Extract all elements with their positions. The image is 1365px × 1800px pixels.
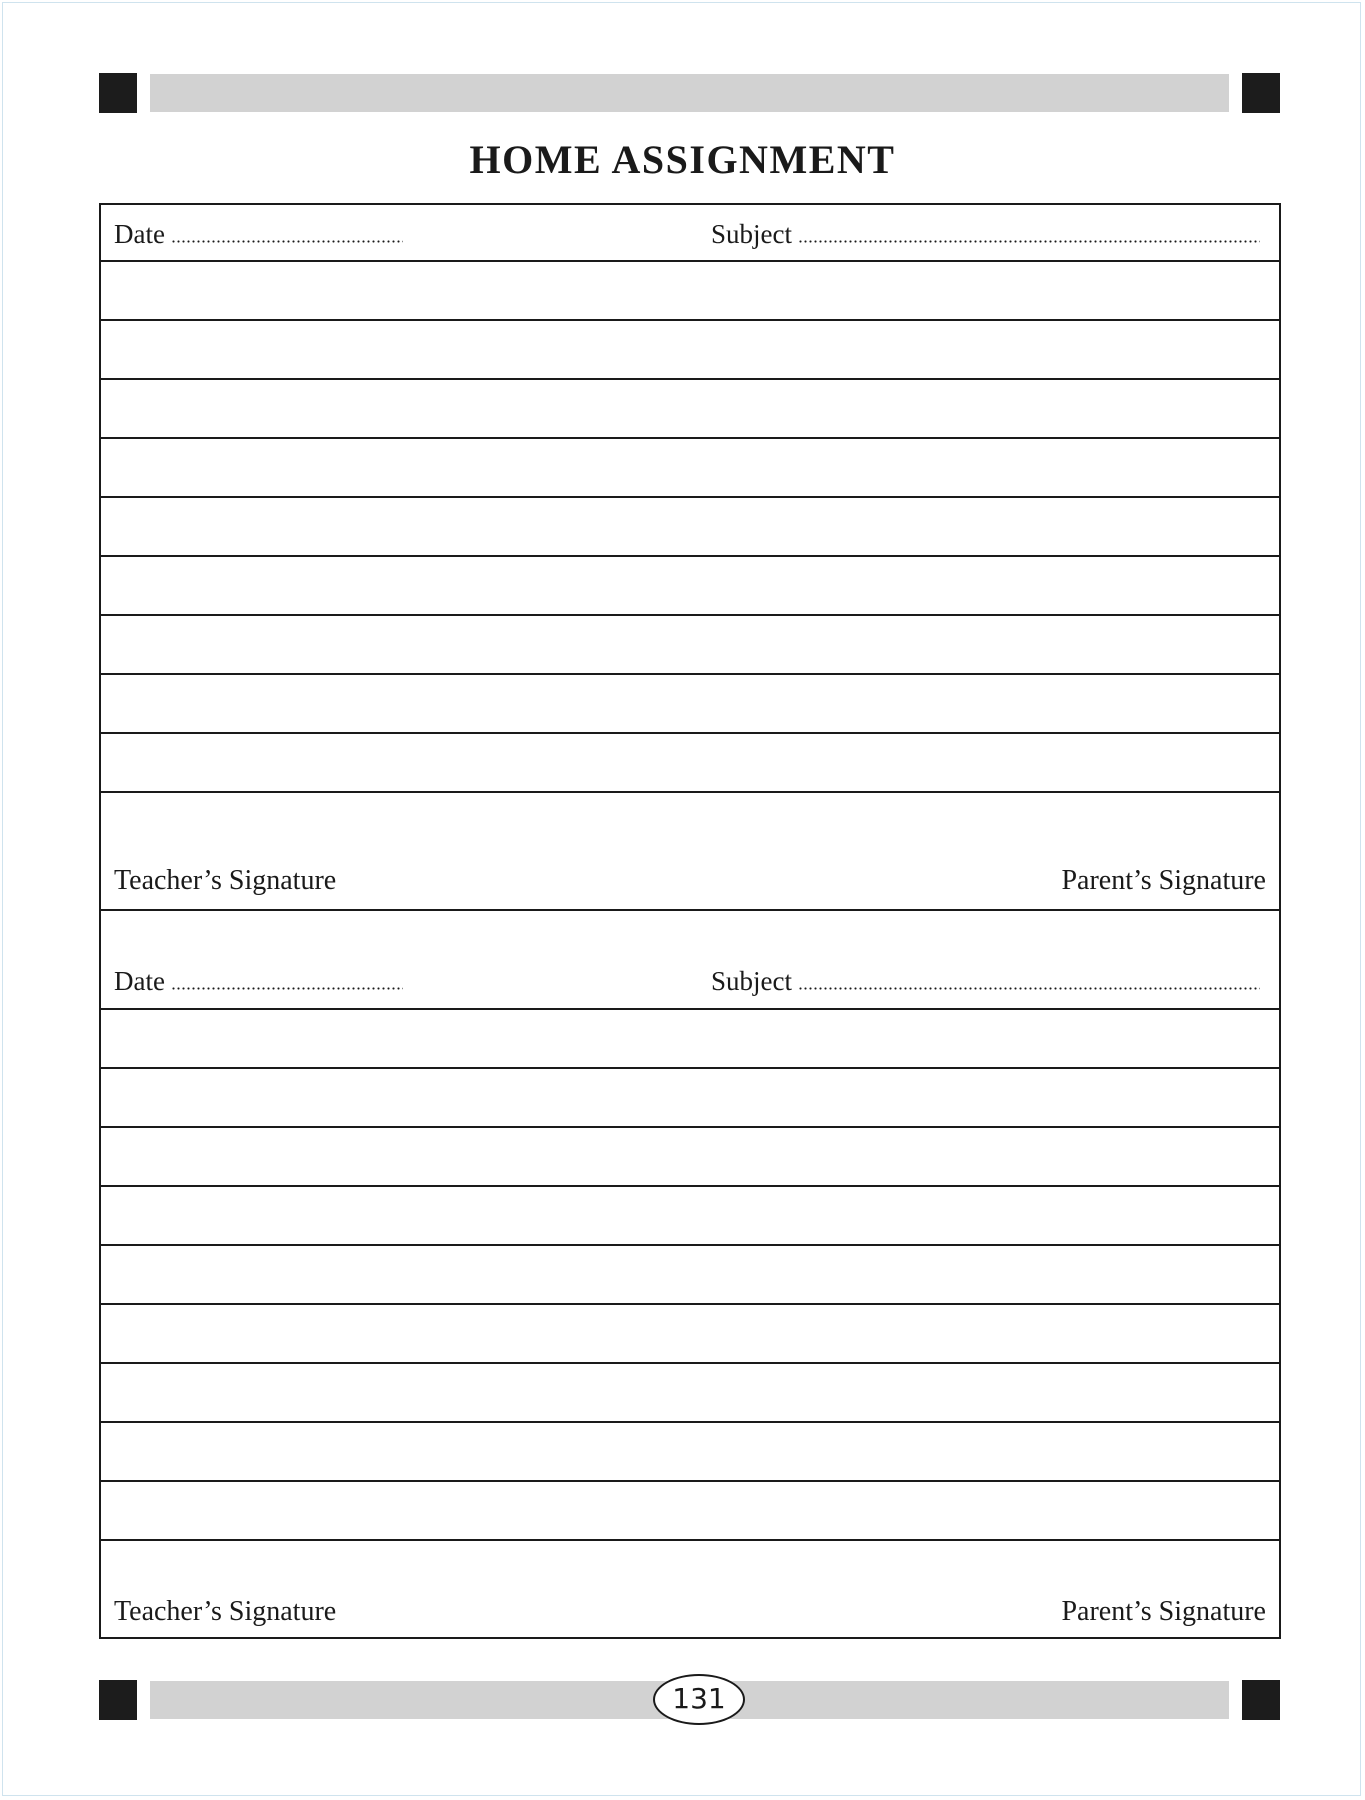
date-label: Date	[114, 966, 165, 996]
section-2-signatures	[101, 1541, 1279, 1642]
subject-label: Subject	[711, 219, 792, 249]
subject-field[interactable]	[711, 219, 1260, 250]
top-right-square	[1242, 73, 1280, 113]
writing-line[interactable]	[101, 734, 1279, 793]
writing-line[interactable]	[101, 1305, 1279, 1364]
bottom-right-square	[1242, 1680, 1280, 1720]
bottom-left-square	[99, 1680, 137, 1720]
writing-line[interactable]	[101, 675, 1279, 734]
writing-line[interactable]	[101, 1128, 1279, 1187]
subject-label: Subject	[711, 966, 792, 996]
top-left-square	[99, 73, 137, 113]
writing-line[interactable]	[101, 557, 1279, 616]
subject-field[interactable]	[711, 966, 1260, 997]
writing-line[interactable]	[101, 1069, 1279, 1128]
top-decorative-bar	[99, 73, 1280, 113]
parent-signature-label: Parent’s Signature	[1061, 865, 1266, 896]
section-1-header	[101, 205, 1279, 262]
parent-signature-label: Parent’s Signature	[1061, 1596, 1266, 1627]
assignment-sheet	[99, 203, 1281, 1639]
teacher-signature-label: Teacher’s Signature	[114, 1596, 337, 1627]
writing-line[interactable]	[101, 1364, 1279, 1423]
subject-dotted-line	[798, 240, 1260, 243]
date-label: Date	[114, 219, 165, 249]
page-number: 131	[653, 1674, 745, 1725]
writing-line[interactable]	[101, 1187, 1279, 1246]
top-gray-strip	[150, 74, 1229, 112]
section-2-header	[101, 911, 1279, 1010]
date-field[interactable]	[114, 219, 403, 250]
writing-line[interactable]	[101, 498, 1279, 557]
page-title: HOME ASSIGNMENT	[469, 137, 896, 182]
subject-dotted-line	[798, 987, 1260, 990]
writing-line[interactable]	[101, 1246, 1279, 1305]
date-field[interactable]	[114, 966, 403, 997]
writing-line[interactable]	[101, 1010, 1279, 1069]
writing-line[interactable]	[101, 616, 1279, 675]
writing-line[interactable]	[101, 439, 1279, 498]
writing-line[interactable]	[101, 321, 1279, 380]
teacher-signature-label: Teacher’s Signature	[114, 865, 337, 896]
writing-line[interactable]	[101, 1423, 1279, 1482]
writing-line[interactable]	[101, 262, 1279, 321]
section-1-signatures	[101, 793, 1279, 911]
date-dotted-line	[171, 987, 403, 990]
writing-line[interactable]	[101, 1482, 1279, 1541]
date-dotted-line	[171, 240, 403, 243]
writing-line[interactable]	[101, 380, 1279, 439]
